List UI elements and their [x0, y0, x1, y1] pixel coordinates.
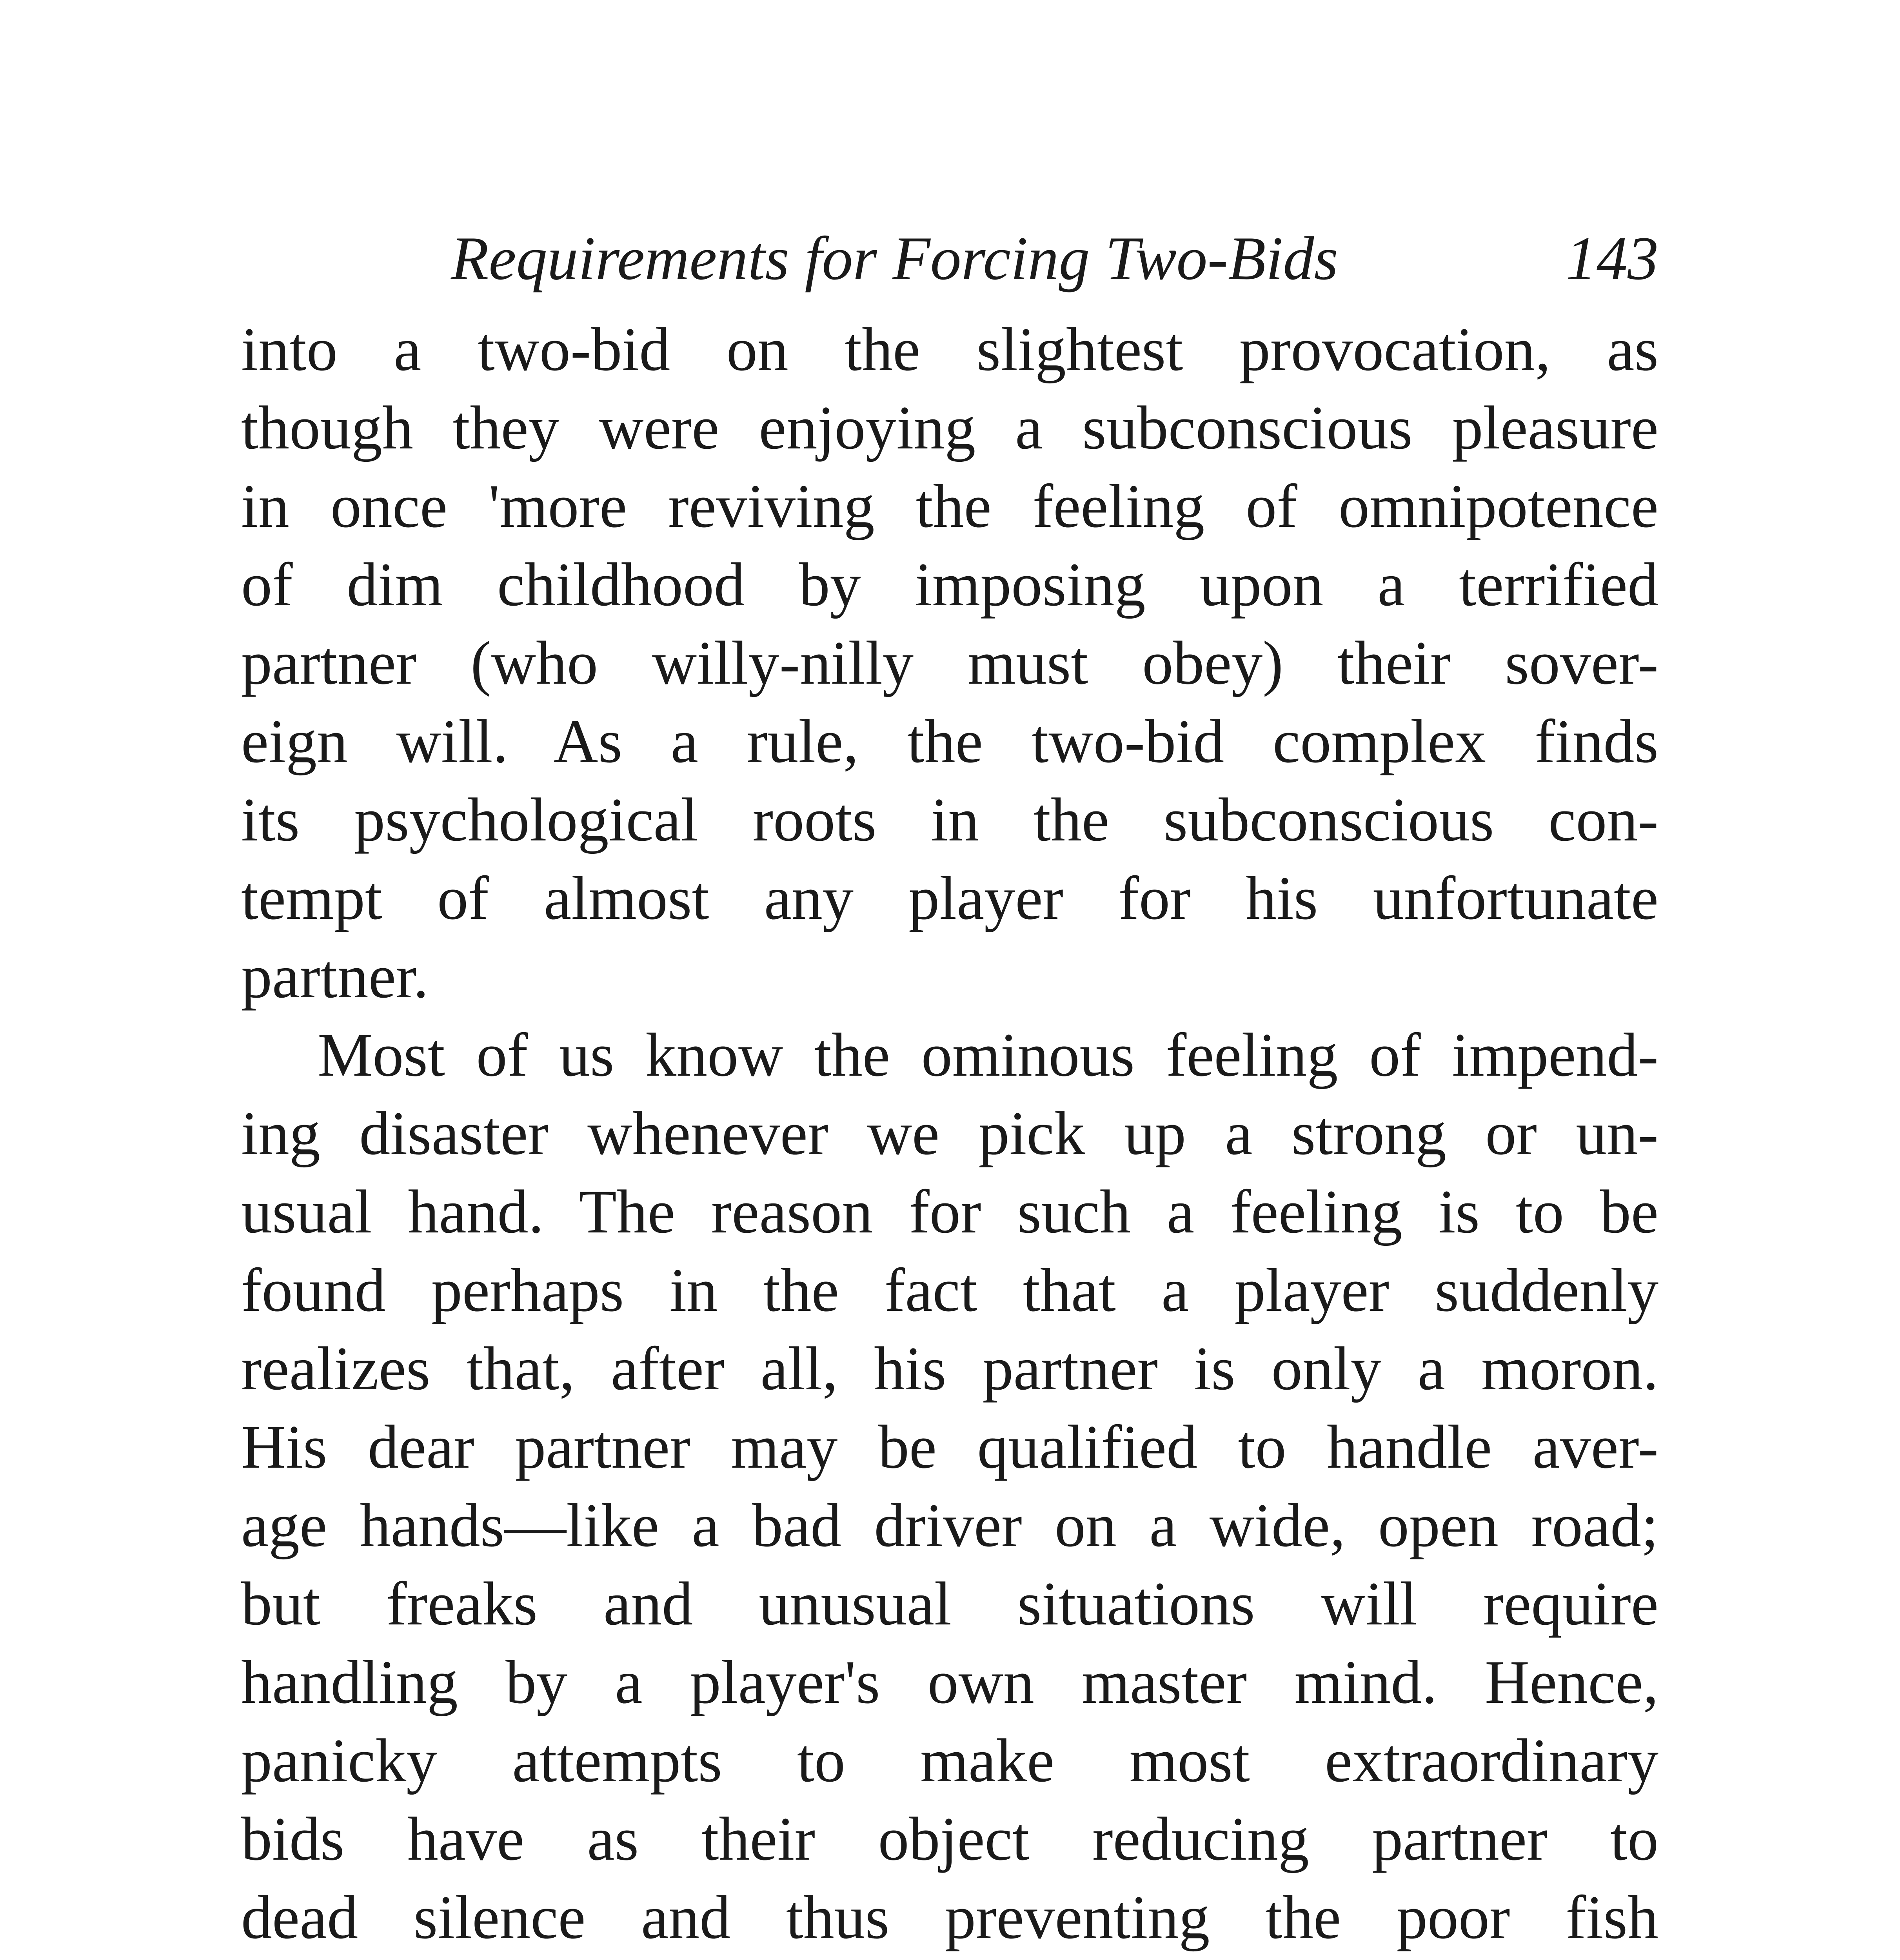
text-line: partner (who willy-nilly must obey) their sover-	[241, 629, 1658, 697]
chapter-title: Requirements for Forcing Two-Bids	[451, 224, 1338, 293]
text-line: though they were enjoying a subconscious pleasure	[241, 394, 1658, 462]
page-number: 143	[1566, 224, 1658, 293]
text-line: ing disaster whenever we pick up a strong or un-	[241, 1099, 1658, 1168]
text-line: its psychological roots in the subconscious con-	[241, 786, 1658, 854]
running-head	[451, 220, 1658, 298]
text-line: bids have as their object reducing partner to	[241, 1805, 1658, 1873]
text-line: dead silence and thus preventing the poor fish	[241, 1883, 1658, 1952]
text-line: but freaks and unusual situations will require	[241, 1570, 1658, 1638]
text-line: into a two-bid on the slightest provocation, as	[241, 315, 1658, 384]
text-line: in once 'more reviving the feeling of omnipotence	[241, 472, 1658, 541]
text-line: panicky attempts to make most extraordinary	[241, 1726, 1658, 1795]
text-line: eign will. As a rule, the two-bid complex finds	[241, 707, 1658, 776]
body-text	[241, 310, 1658, 1960]
text-line: found perhaps in the fact that a player suddenly	[241, 1256, 1658, 1325]
text-line: partner.	[241, 942, 429, 1011]
text-line: handling by a player's own master mind. Hence,	[241, 1648, 1658, 1717]
text-line: Most of us know the ominous feeling of impend-	[318, 1021, 1658, 1089]
text-line: of dim childhood by imposing upon a terrified	[241, 550, 1658, 619]
text-line	[241, 1957, 1658, 1960]
text-line: realizes that, after all, his partner is only a moron.	[241, 1334, 1658, 1403]
text-line: age hands—like a bad driver on a wide, open road;	[241, 1491, 1658, 1560]
text-line: tempt of almost any player for his unfortunate	[241, 864, 1658, 933]
text-line: usual hand. The reason for such a feeling is to be	[241, 1178, 1658, 1246]
text-line: His dear partner may be qualified to handle aver-	[241, 1413, 1658, 1481]
